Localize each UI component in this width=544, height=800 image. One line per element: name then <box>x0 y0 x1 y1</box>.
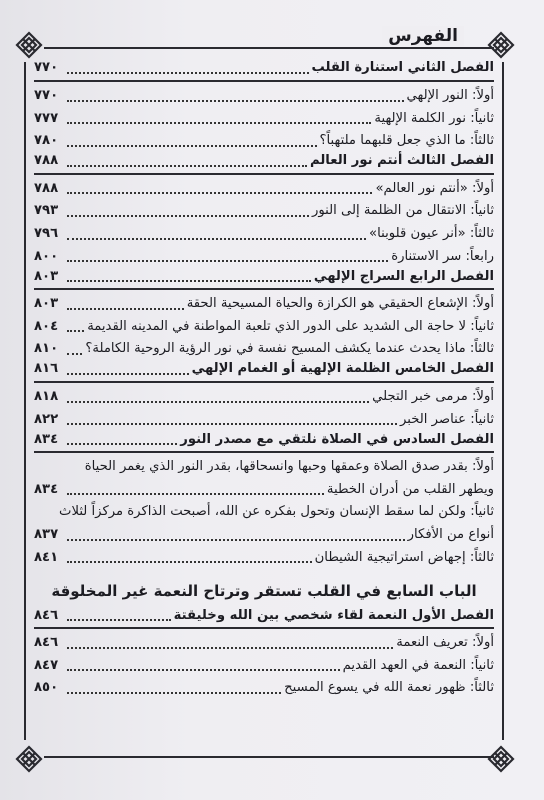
entry-title: ثالثاً: ماذا يحدث عندما يكشف المسيح نفسة في نور الرؤية الروحية الكاملة؟ <box>85 341 494 357</box>
entry-title: ثالثاً: ظهور نعمة الله في يسوع المسيح <box>284 680 494 696</box>
dot-leader <box>67 100 404 102</box>
entry-title: أولاً: «أنتم نور العالم» <box>375 180 494 196</box>
entry-title: الفصل السادس في الصلاة نلتقي مع مصدر النور <box>180 431 494 447</box>
dot-leader <box>67 330 84 332</box>
page-number: ٨٠٣ <box>34 296 59 312</box>
page-number: ٨٥٠ <box>34 680 59 696</box>
toc-entry <box>34 479 494 502</box>
chapter-entry <box>34 268 494 290</box>
dot-leader <box>67 145 317 147</box>
toc-entry <box>34 293 494 316</box>
page-title: الفهرس <box>382 26 464 46</box>
toc-entry <box>34 632 494 655</box>
entry-title: الفصل الرابع السراج الإلهي <box>313 268 494 284</box>
toc-entry <box>34 655 494 678</box>
ornament-knot-icon <box>486 744 516 774</box>
table-of-contents <box>34 60 494 700</box>
frame-bottom-line <box>44 756 494 758</box>
entry-title: الفصل الأول النعمة لقاء شخصي بين الله وخليقتة <box>173 607 494 623</box>
ornament-knot-icon <box>486 30 516 60</box>
page-number: ٨٠٤ <box>34 318 59 334</box>
page-number: ٨٣٤ <box>34 431 59 447</box>
page-number: ٧٧٠ <box>34 60 59 76</box>
page-number: ٨٠٠ <box>34 248 59 264</box>
dot-leader <box>67 373 189 375</box>
dot-leader <box>67 353 82 355</box>
entry-title: ويطهر القلب من أدران الخطية <box>326 481 494 497</box>
entry-title: رابعاً: سر الاستنارة <box>391 248 494 264</box>
page-number: ٨٤١ <box>34 549 59 565</box>
dot-leader <box>67 165 307 167</box>
entry-title: ثانياً: عناصر الخبر <box>400 411 494 427</box>
dot-leader <box>67 539 405 541</box>
dot-leader <box>67 238 366 240</box>
entry-title: الفصل الخامس الظلمة الإلهية أو الغمام الإلهي <box>191 361 494 377</box>
page-number: ٧٧٧ <box>34 110 59 126</box>
page-number: ٨٤٦ <box>34 635 59 651</box>
entry-title: ثانياً: ولكن لما سقط الإنسان وتحول بفكره عن الله، أصبحت الذاكرة مركزاً لثلاث <box>59 504 494 520</box>
toc-entry <box>34 200 494 223</box>
toc-entry <box>34 501 494 524</box>
chapter-entry <box>34 153 494 175</box>
entry-title: ثالثاً: ما الذي جعل قلبهما ملتهباً؟ <box>319 133 494 149</box>
page-number: ٨١٠ <box>34 341 59 357</box>
page-number: ٧٨٠ <box>34 133 59 149</box>
page-number: ٧٩٣ <box>34 203 59 219</box>
page-number: ٧٩٦ <box>34 225 59 241</box>
dot-leader <box>67 619 171 621</box>
dot-leader <box>67 401 369 403</box>
frame-left-line <box>24 62 26 740</box>
page-number: ٧٨٨ <box>34 180 59 196</box>
page-number: ٨٠٣ <box>34 268 59 284</box>
page-number: ٨١٦ <box>34 361 59 377</box>
entry-title: ثانياً: نور الكلمة الإلهية <box>374 110 494 126</box>
page-number: ٧٧٠ <box>34 88 59 103</box>
toc-entry <box>34 386 494 409</box>
frame-top-line <box>44 47 494 49</box>
toc-entry <box>34 456 494 479</box>
toc-entry <box>34 108 494 131</box>
entry-title: أولاً: النور الإلهي <box>406 88 494 103</box>
chapter-entry <box>34 60 494 82</box>
entry-title: أنواع من الأفكار <box>407 526 494 542</box>
page-number: ٨٤٦ <box>34 607 59 623</box>
dot-leader <box>67 561 312 563</box>
toc-list <box>34 60 494 569</box>
entry-title: الفصل الثالث أنتم نور العالم <box>310 153 494 169</box>
page-number: ٨٣٤ <box>34 481 59 497</box>
toc-entry <box>34 178 494 201</box>
toc-entry <box>34 547 494 570</box>
part-title: الباب السابع في القلب تستقر وترتاح النعمة غير المخلوقة <box>51 582 477 601</box>
dot-leader <box>67 493 324 495</box>
toc-entry <box>34 85 494 108</box>
dot-leader <box>67 647 393 649</box>
frame-right-line <box>502 62 504 740</box>
dot-leader <box>67 192 372 194</box>
toc-entry <box>34 524 494 547</box>
entry-title: ثانياً: الانتقال من الظلمة إلى النور <box>311 203 494 219</box>
page-number: ٨١٨ <box>34 388 59 404</box>
dot-leader <box>67 423 397 425</box>
entry-title: أولاً: الإشعاع الحقيقي هو الكرازة والحياة المسيحية الحقة <box>186 296 494 312</box>
chapter-entry <box>34 431 494 453</box>
entry-title: ثالثاً: إجهاض استراتيجية الشيطان <box>314 549 494 565</box>
toc-entry <box>34 316 494 339</box>
dot-leader <box>67 443 177 445</box>
ornament-knot-icon <box>14 744 44 774</box>
entry-title: ثانياً: النعمة في العهد القديم <box>342 657 494 673</box>
dot-leader <box>67 308 184 310</box>
toc-entry <box>34 677 494 700</box>
page-number: ٨٣٧ <box>34 526 59 542</box>
dot-leader <box>67 122 371 124</box>
entry-title: أولاً: تعريف النعمة <box>396 635 494 651</box>
chapter-entry <box>34 607 494 629</box>
page-number: ٨٤٧ <box>34 657 59 673</box>
dot-leader <box>67 260 388 262</box>
page-number: ٧٨٨ <box>34 153 59 169</box>
entry-title: ثانياً: لا حاجة الى الشديد على الدور الذي تلعبة المواطنة في المدينه القديمة <box>87 318 494 334</box>
dot-leader <box>67 280 311 282</box>
ornament-knot-icon <box>14 30 44 60</box>
dot-leader <box>67 215 309 217</box>
entry-title: أولاً: بقدر صدق الصلاة وعمقها وحبها وانسحاقها، بقدر النور الذي يغمر الحياة <box>84 459 494 475</box>
toc-entry <box>34 223 494 246</box>
entry-title: أولاً: مرمى خبر التجلي <box>372 388 494 404</box>
chapter-entry <box>34 361 494 383</box>
dot-leader <box>67 669 340 671</box>
dot-leader <box>67 72 309 74</box>
entry-title: ثالثاً: «أنر عيون قلوبنا» <box>369 225 494 241</box>
entry-title: الفصل الثاني استنارة القلب <box>311 60 494 76</box>
dot-leader <box>67 692 281 694</box>
page-number: ٨٢٢ <box>34 411 59 427</box>
toc-list-part <box>34 607 494 700</box>
